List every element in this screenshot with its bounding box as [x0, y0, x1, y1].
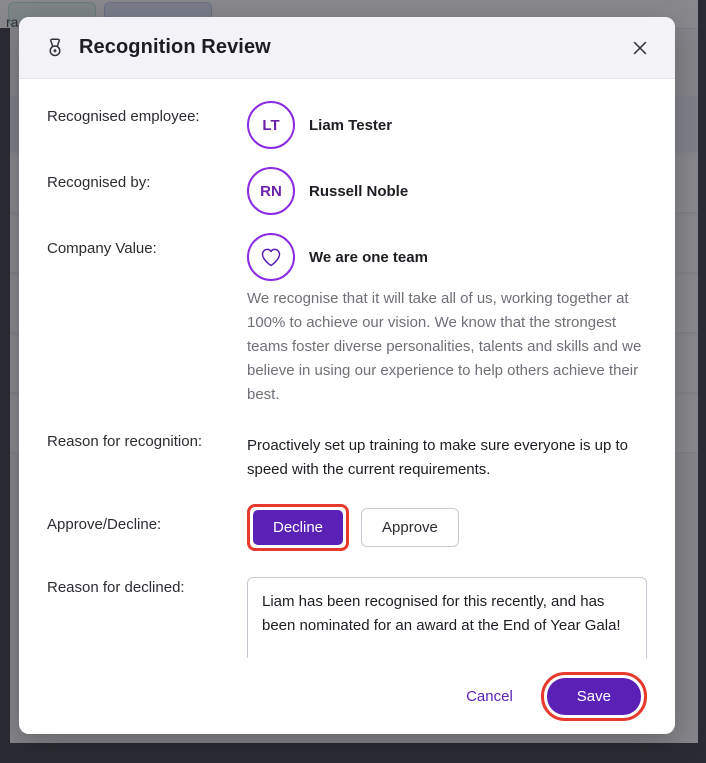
company-value-row	[47, 233, 647, 281]
company-value-description: We recognise that it will take all of us, working together at 100% to achieve our vision. We know that the strongest teams foster diverse personalities, talents and skills and we believe in using our experience to help others achieve their best.	[247, 290, 642, 403]
save-button[interactable]: Save	[547, 678, 641, 715]
recognised-employee-row	[47, 101, 647, 149]
heart-icon	[247, 233, 295, 281]
dialog-header	[19, 17, 675, 79]
company-value-label: Company Value:	[47, 240, 157, 257]
approve-decline-label: Approve/Decline:	[47, 516, 162, 533]
page-title: Recognition Review	[79, 36, 271, 58]
recognition-review-dialog	[19, 17, 675, 734]
decline-button-highlight	[247, 504, 349, 551]
decline-button[interactable]: Decline	[253, 510, 343, 545]
avatar: RN	[247, 167, 295, 215]
avatar: LT	[247, 101, 295, 149]
cancel-button[interactable]: Cancel	[452, 678, 527, 715]
reason-for-declined-input[interactable]	[247, 577, 647, 658]
recognised-by-name: Russell Noble	[309, 182, 409, 200]
reason-for-declined-row	[47, 577, 647, 658]
reason-for-recognition-row	[47, 433, 647, 482]
reason-for-declined-label: Reason for declined:	[47, 579, 185, 596]
approve-decline-row	[47, 504, 647, 551]
company-value-name: We are one team	[309, 248, 428, 266]
approve-button[interactable]: Approve	[361, 508, 459, 547]
save-button-highlight	[541, 672, 647, 721]
dialog-footer	[19, 658, 675, 734]
reason-for-recognition-label: Reason for recognition:	[47, 433, 203, 450]
recognised-by-label: Recognised by:	[47, 174, 151, 191]
medal-icon	[43, 36, 67, 60]
reason-for-recognition-text: Proactively set up training to make sure everyone is up to speed with the current requirements.	[247, 437, 629, 478]
recognised-by-row	[47, 167, 647, 215]
recognised-employee-label: Recognised employee:	[47, 108, 200, 125]
dialog-body	[19, 79, 675, 658]
recognised-employee-name: Liam Tester	[309, 116, 393, 134]
close-icon[interactable]	[625, 33, 655, 63]
